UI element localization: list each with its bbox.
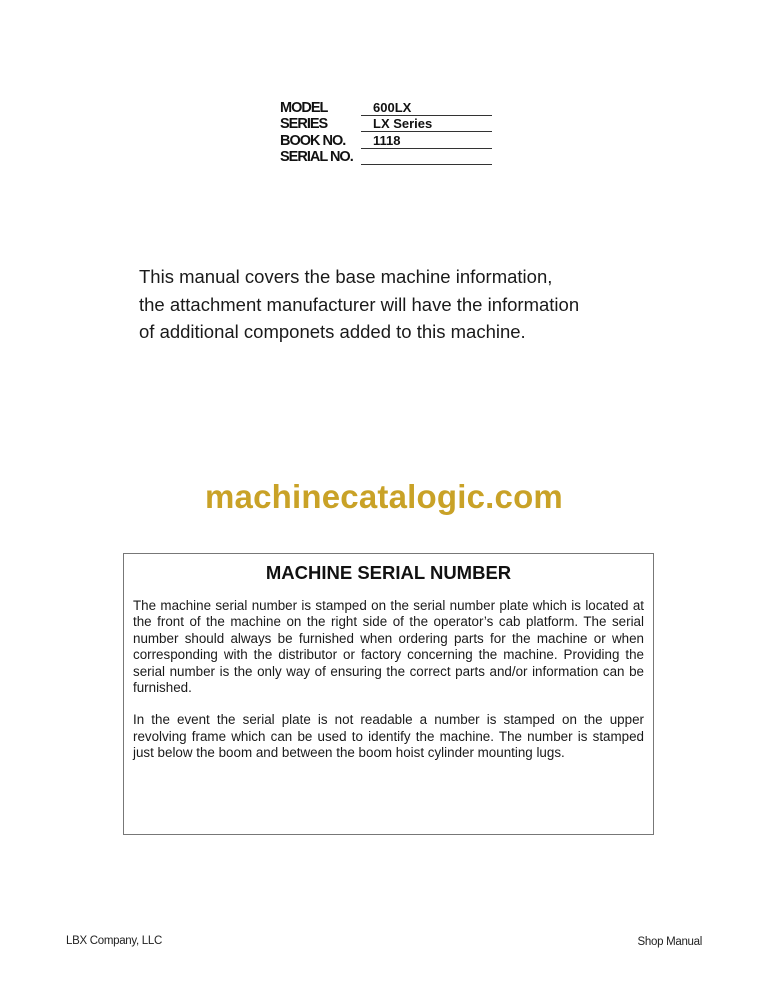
serial-no-value [361,149,492,165]
book-no-row [280,132,492,149]
model-info-table [280,99,492,165]
serial-no-label: SERIAL NO. [280,149,353,165]
footer-document-type: Shop Manual [637,936,702,948]
serial-box-paragraph: The machine serial number is stamped on the serial number plate which is located at the front of the machine on the right side of the operator’s cab platform. The serial number should always be furnished when ordering parts for the machine or when corresponding with the distributor or factory concerning the machine. Providing the serial number is the only way of ensuring the correct parts and/or information can be furnished. [133,598,644,696]
serial-no-row [280,149,492,166]
series-row [280,116,492,133]
machine-serial-number-box [123,553,654,835]
intro-line: This manual covers the base machine information, [139,266,553,287]
book-no-label: BOOK NO. [280,132,346,149]
serial-box-title: MACHINE SERIAL NUMBER [265,562,512,583]
serial-box-paragraph: In the event the serial plate is not readable a number is stamped on the upper revolving frame which can be used to identify the machine. The number is stamped just below the boom and between the boom hoist cylinder mounting lugs. [133,712,644,761]
watermark-text: machinecatalogic.com [205,478,563,515]
intro-statement [139,263,659,346]
intro-line: of additional componets added to this machine. [139,321,526,342]
model-value: 600LX [361,100,492,116]
intro-line: the attachment manufacturer will have the information [139,293,580,315]
book-no-value: 1118 [361,133,492,149]
model-row [280,99,492,116]
model-label: MODEL [280,99,328,116]
footer-company: LBX Company, LLC [66,935,162,947]
series-value: LX Series [361,116,492,132]
series-label: SERIES [280,116,328,132]
